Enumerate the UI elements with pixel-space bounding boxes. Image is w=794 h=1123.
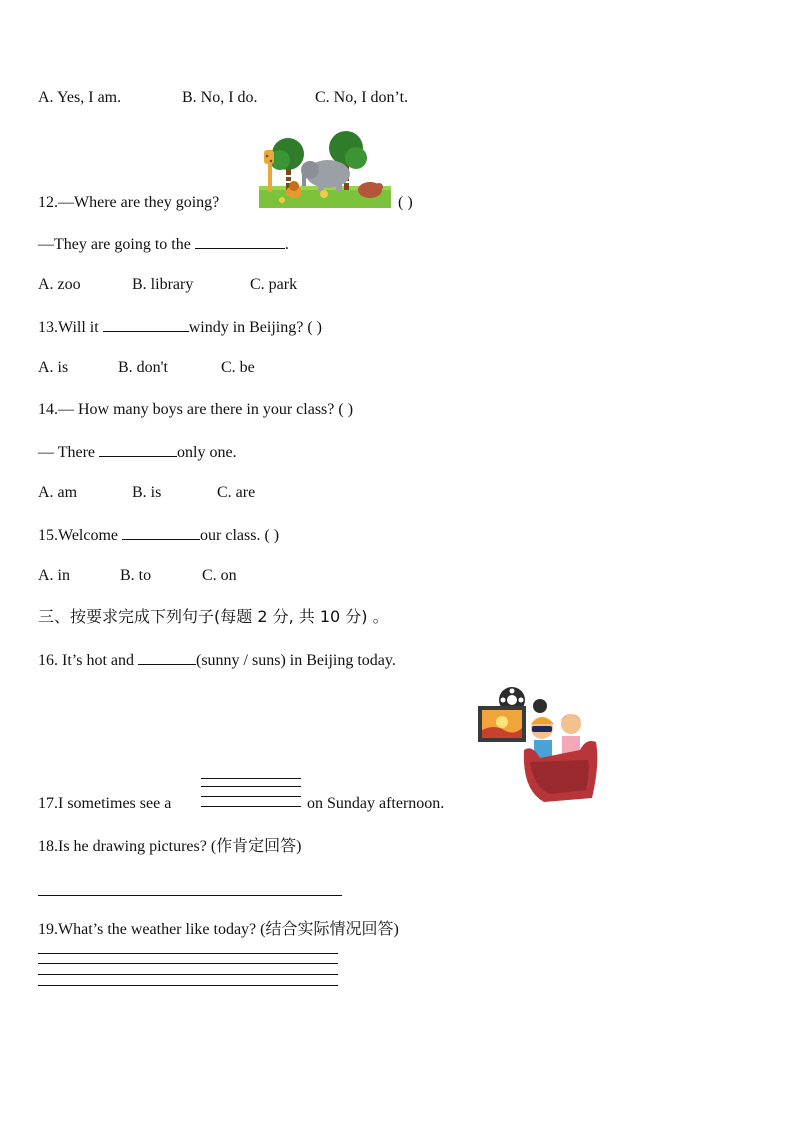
q18-prompt: 18.Is he drawing pictures? (作肯定回答) bbox=[38, 838, 302, 855]
q13-option-c: C. be bbox=[221, 359, 255, 376]
cinema-illustration-icon bbox=[474, 684, 602, 810]
q17-pre: 17.I sometimes see a bbox=[38, 795, 172, 812]
question-16 bbox=[38, 650, 396, 671]
q17-rule-4[interactable] bbox=[201, 806, 301, 807]
q19-rule-4[interactable] bbox=[38, 985, 338, 986]
q17-rule-2 bbox=[201, 786, 301, 787]
q14-answer-post: only one. bbox=[177, 444, 237, 461]
q15-post: our class. bbox=[200, 527, 261, 544]
q12-answer-paren: ( ) bbox=[398, 194, 413, 211]
q12-prompt-text: 12.—Where are they going? bbox=[38, 194, 220, 211]
q15-pre: 15.Welcome bbox=[38, 527, 119, 544]
q14-prompt: 14.— How many boys are there in your class? ( ) bbox=[38, 401, 354, 418]
q14-answer-pre: — There bbox=[38, 444, 96, 461]
q15-option-c: C. on bbox=[202, 567, 237, 584]
q12-option-c: C. park bbox=[250, 276, 298, 293]
q15-prompt bbox=[38, 525, 279, 546]
q12-answer-pre: —They are going to the bbox=[38, 236, 191, 253]
q12-option-a: A. zoo bbox=[38, 276, 81, 293]
q16-post: (sunny / suns) in Beijing today. bbox=[196, 652, 396, 669]
q15-answer-paren: ( ) bbox=[264, 527, 280, 544]
q16-pre: 16. It’s hot and bbox=[38, 652, 134, 669]
q19-prompt: 19.What’s the weather like today? (结合实际情况回答) bbox=[38, 921, 399, 938]
q13-blank[interactable] bbox=[103, 317, 189, 332]
q13-option-a: A. is bbox=[38, 359, 69, 376]
q12-blank[interactable] bbox=[195, 234, 285, 249]
q19-rule-3 bbox=[38, 974, 338, 975]
q18-answer-line[interactable] bbox=[38, 895, 342, 896]
q19-rule-2 bbox=[38, 963, 338, 964]
q16-blank[interactable] bbox=[138, 650, 196, 665]
q13-pre: 13.Will it bbox=[38, 319, 99, 336]
q14-option-c: C. are bbox=[217, 484, 256, 501]
q12-option-b: B. library bbox=[132, 276, 194, 293]
q13-post: windy in Beijing? bbox=[188, 319, 304, 336]
q17-post: on Sunday afternoon. bbox=[307, 795, 445, 812]
q17-rule-1 bbox=[201, 778, 301, 779]
q14-option-b: B. is bbox=[132, 484, 162, 501]
q13-option-b: B. don't bbox=[118, 359, 168, 376]
q11-option-b: B. No, I do. bbox=[182, 89, 258, 106]
q15-blank[interactable] bbox=[122, 525, 200, 540]
section-3-heading: 三、按要求完成下列句子(每题 2 分, 共 10 分) 。 bbox=[38, 607, 389, 626]
q12-answer-line bbox=[38, 234, 289, 255]
q14-answer-line bbox=[38, 442, 237, 463]
q15-option-a: A. in bbox=[38, 567, 70, 584]
q11-option-a: A. Yes, I am. bbox=[38, 89, 122, 106]
zoo-illustration-icon bbox=[258, 130, 392, 210]
q19-rule-1 bbox=[38, 953, 338, 954]
q15-option-b: B. to bbox=[120, 567, 152, 584]
q13-answer-paren: ( ) bbox=[307, 319, 322, 336]
q14-blank[interactable] bbox=[99, 442, 177, 457]
q17-rule-3 bbox=[201, 796, 301, 797]
q12-prompt bbox=[38, 193, 219, 213]
q12-answer-post: . bbox=[284, 236, 289, 253]
q13-prompt bbox=[38, 317, 322, 338]
q11-option-c: C. No, I don’t. bbox=[315, 89, 409, 106]
q14-option-a: A. am bbox=[38, 484, 78, 501]
